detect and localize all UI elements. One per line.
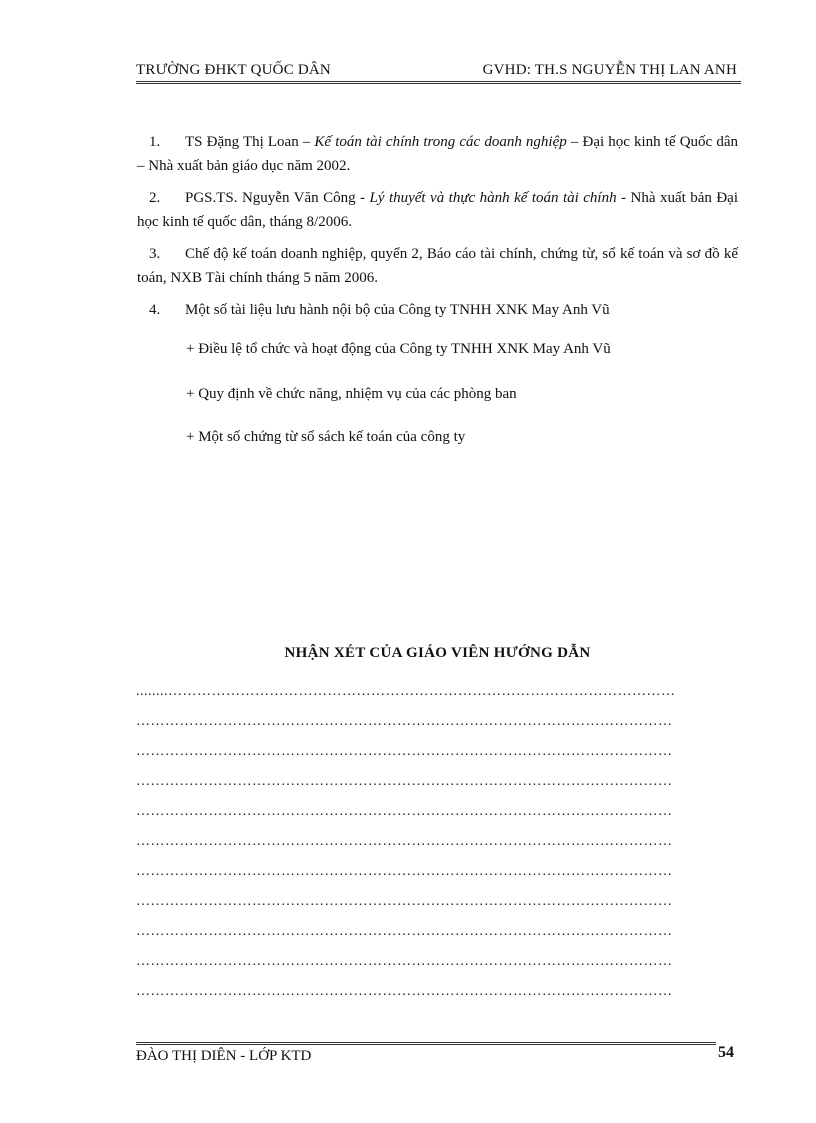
reference-text: Một số tài liệu lưu hành nội bộ của Công ty TNHH XNK May Anh Vũ [185, 302, 610, 318]
reference-item [137, 242, 738, 290]
reference-sub-item: + Một số chứng từ sổ sách kế toán của công ty [186, 429, 466, 445]
reference-number: 2. [149, 190, 161, 206]
dotted-line: ………………………………………………………………………………………………… [136, 984, 673, 999]
reference-sub-item: + Điều lệ tổ chức và hoạt động của Công ty TNHH XNK May Anh Vũ [186, 341, 611, 357]
header-advisor: GVHD: TH.S NGUYỄN THỊ LAN ANH [482, 62, 737, 78]
reference-title: Kế toán tài chính trong các doanh nghiệp [314, 134, 567, 150]
dotted-line: ………………………………………………………………………………………………… [136, 924, 673, 939]
page-header [136, 62, 741, 82]
reference-item [137, 186, 738, 234]
dotted-line: ………………………………………………………………………………………………… [136, 894, 673, 909]
reference-text: PGS.TS. Nguyễn Văn Công - [185, 190, 370, 206]
comment-lines [136, 684, 716, 1014]
header-divider [136, 81, 741, 84]
comment-section-title: NHẬN XÉT CỦA GIÁO VIÊN HƯỚNG DẪN [284, 645, 591, 661]
reference-list [137, 130, 738, 330]
dotted-line: ………………………………………………………………………………………………… [136, 744, 673, 759]
reference-number: 1. [149, 134, 161, 150]
dotted-line: ………………………………………………………………………………………………… [136, 864, 673, 879]
dotted-line: ………………………………………………………………………………………………… [136, 804, 673, 819]
reference-title: Lý thuyết và thực hành kế toán tài chính [369, 190, 617, 206]
dotted-line: ………………………………………………………………………………………………… [136, 954, 673, 969]
reference-number: 3. [149, 246, 161, 262]
dotted-line: ........…………………………………………………………………………………………… [136, 684, 676, 699]
reference-sub-item: + Quy định về chức năng, nhiệm vụ của các phòng ban [186, 386, 517, 402]
reference-item [137, 298, 738, 322]
reference-number: 4. [149, 302, 161, 318]
footer-divider [136, 1042, 716, 1045]
dotted-line: ………………………………………………………………………………………………… [136, 714, 673, 729]
reference-text: – Đại học kinh tế Quốc dân – Nhà xuất bản giáo dục năm 2002. [137, 134, 738, 174]
dotted-line: ………………………………………………………………………………………………… [136, 774, 673, 789]
dotted-line: ………………………………………………………………………………………………… [136, 834, 673, 849]
reference-text: Chế độ kế toán doanh nghiệp, quyển 2, Báo cáo tài chính, chứng từ, sổ kế toán và sơ đồ kế toán, NXB Tài chính tháng 5 năm 2006. [137, 246, 738, 286]
reference-text: - Nhà xuất bản Đại học kinh tế quốc dân, tháng 8/2006. [137, 190, 738, 230]
page-number: 54 [718, 1044, 734, 1061]
footer-author: ĐÀO THỊ DIÊN - LỚP KTD [136, 1048, 312, 1064]
header-school: TRƯỜNG ĐHKT QUỐC DÂN [136, 62, 331, 78]
reference-text: TS Đặng Thị Loan – [185, 134, 315, 150]
reference-item [137, 130, 738, 178]
